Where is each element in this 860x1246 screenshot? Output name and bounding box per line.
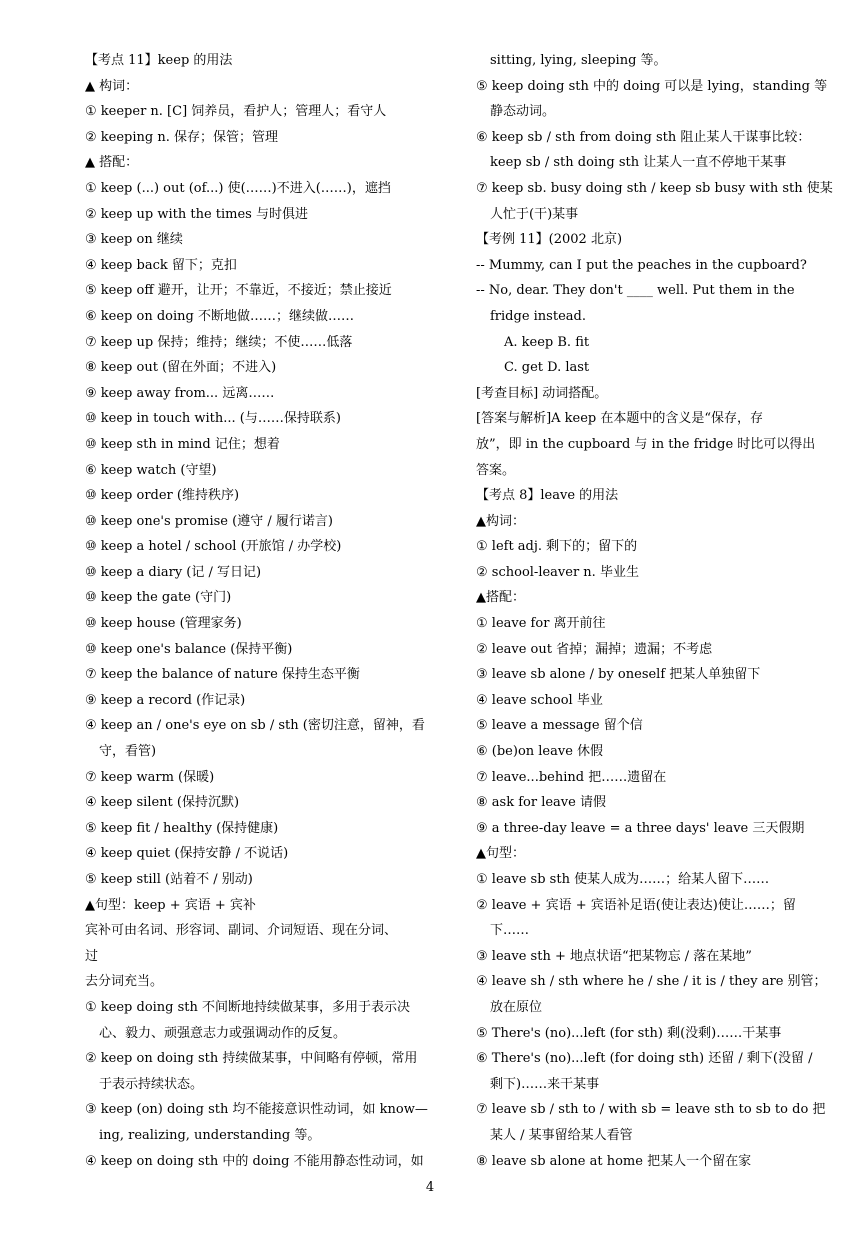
text-line: ③ keep (on) doing sth 均不能接意识性动词，如 know— <box>85 1102 428 1118</box>
text-line: C. get D. last <box>504 360 590 376</box>
text-line: ⑩ keep the gate (守门) <box>85 590 232 606</box>
text-line: ⑥ keep on doing 不断地做……；继续做…… <box>85 308 354 324</box>
text-line: ▲构词： <box>476 513 525 529</box>
text-line: ② keep up with the times 与时俱进 <box>85 206 308 222</box>
text-line: ② leave out 省掉；漏掉；遗漏；不考虑 <box>476 641 713 657</box>
text-line: 心、毅力、顽强意志力或强调动作的反复。 <box>99 1025 347 1041</box>
text-line: 放”，即 in the cupboard 与 in the fridge 时比可以得出 <box>476 436 816 452</box>
text-line: ⑦ leave sb / sth to / with sb = leave sth to sb to do 把 <box>476 1102 826 1118</box>
text-line: ⑤ keep off 避开，让开；不靠近，不接近；禁止接近 <box>85 283 392 299</box>
text-line: ⑧ keep out (留在外面；不进入) <box>85 360 277 376</box>
text-line: ① left adj. 剩下的；留下的 <box>476 539 638 555</box>
left-column <box>85 48 450 1174</box>
text-line: ⑥ There's (no)...left (for doing sth) 还留 / 剩下(没留 / <box>476 1051 813 1067</box>
text-line: 【考例 11】(2002 北京) <box>476 232 623 248</box>
text-line: fridge instead. <box>490 308 586 324</box>
text-line: ⑩ keep a diary (记 / 写日记) <box>85 564 262 580</box>
text-line: 剩下)……来干某事 <box>490 1076 600 1092</box>
text-line: ⑥ keep sb / sth from doing sth 阻止某人干谋事比较： <box>476 129 811 145</box>
text-line: ⑩ keep one's balance (保持平衡) <box>85 641 293 657</box>
text-line: ⑦ keep sb. busy doing sth / keep sb busy with sth 使某 <box>476 180 833 196</box>
text-line: 守，看管) <box>99 744 157 760</box>
text-line: ⑨ keep a record (作记录) <box>85 692 246 708</box>
text-line: ⑧ leave sb alone at home 把某人一个留在家 <box>476 1153 752 1169</box>
text-line: [考查目标] 动词搭配。 <box>476 385 608 401</box>
text-line: ing, realizing, understanding 等。 <box>99 1127 321 1143</box>
text-line: [答案与解析]A keep 在本题中的含义是“保存，存 <box>476 411 764 427</box>
text-line: ③ leave sth + 地点状语“把某物忘 / 落在某地” <box>476 948 752 964</box>
text-line: ▲句型： <box>476 846 525 862</box>
text-line: ④ keep back 留下；克扣 <box>85 257 237 273</box>
text-line: ② keep on doing sth 持续做某事，中间略有停顿，常用 <box>85 1051 418 1067</box>
text-line: ① leave sb sth 使某人成为……；给某人留下…… <box>476 872 770 887</box>
right-column <box>476 48 836 1174</box>
text-line: ⑨ a three-day leave = a three days' leave 三天假期 <box>476 820 805 836</box>
text-line: 答案。 <box>476 462 516 478</box>
text-line: ② school-leaver n. 毕业生 <box>476 564 639 580</box>
text-line: 放在原位 <box>490 999 543 1015</box>
page-number: 4 <box>425 1180 435 1195</box>
text-line: ⑥ (be)on leave 休假 <box>476 744 604 760</box>
text-line: 去分词充当。 <box>85 974 164 990</box>
text-line: 【考点 11】keep 的用法 <box>85 53 233 68</box>
text-line: ⑧ ask for leave 请假 <box>476 795 606 811</box>
text-line: ④ keep quiet (保持安静 / 不说话) <box>85 846 289 862</box>
text-line: ⑤ keep fit / healthy (保持健康) <box>85 820 279 836</box>
text-line: 过 <box>85 948 99 964</box>
text-line: ④ keep on doing sth 中的 doing 不能用静态性动词，如 <box>85 1153 424 1169</box>
text-line: ④ keep silent (保持沉默) <box>85 795 240 811</box>
text-line: ⑩ keep in touch with... (与……保持联系) <box>85 411 341 427</box>
text-line: ⑩ keep house (管理家务) <box>85 616 242 632</box>
text-line: ① leave for 离开前往 <box>476 616 606 632</box>
text-line: ③ leave sb alone / by oneself 把某人单独留下 <box>476 667 761 683</box>
text-line: keep sb / sth doing sth 让某人一直不停地干某事 <box>490 155 787 171</box>
text-line: ⑩ keep sth in mind 记住；想着 <box>85 436 280 452</box>
text-line: ⑦ keep up 保持；维持；继续；不使……低落 <box>85 334 353 350</box>
text-line: 下…… <box>490 923 530 939</box>
text-line: ① keep doing sth 不间断地持续做某事，多用于表示决 <box>85 999 411 1015</box>
text-line: 【考点 8】leave 的用法 <box>476 488 619 504</box>
text-line: ② keeping n. 保存；保管；管理 <box>85 129 278 145</box>
text-line: 静态动词。 <box>490 104 556 120</box>
text-line: ⑤ keep still (站着不 / 别动) <box>85 872 253 887</box>
text-line: ⑦ keep the balance of nature 保持生态平衡 <box>85 667 360 683</box>
text-line: sitting, lying, sleeping 等。 <box>490 53 667 68</box>
text-line: -- No, dear. They don't ____ well. Put them in the <box>476 283 795 299</box>
text-line: ⑦ leave...behind 把……遗留在 <box>476 769 667 785</box>
text-line: 于表示持续状态。 <box>99 1076 204 1092</box>
text-line: ① keep (...) out (of...) 使(……)不进入(……)，遮挡 <box>85 180 391 196</box>
text-line: ⑨ keep away from... 远离…… <box>85 385 275 401</box>
text-line: -- Mummy, can I put the peaches in the cupboard? <box>476 257 807 273</box>
text-line: 宾补可由名词、形容词、副词、介词短语、现在分词、 <box>85 923 398 939</box>
text-line: ④ keep an / one's eye on sb / sth (密切注意，留神，看 <box>85 718 425 734</box>
text-line: A. keep B. fit <box>504 334 590 350</box>
text-line: ③ keep on 继续 <box>85 232 183 248</box>
text-line: ⑤ keep doing sth 中的 doing 可以是 lying，standing 等 <box>476 78 828 94</box>
text-line: 某人 / 某事留给某人看管 <box>490 1127 633 1143</box>
text-line: ⑥ keep watch (守望) <box>85 462 217 478</box>
text-line: ② leave + 宾语 + 宾语补足语(使让表达)使让……；留 <box>476 897 796 913</box>
text-line: ▲搭配： <box>476 590 525 606</box>
text-line: ⑤ leave a message 留个信 <box>476 718 643 734</box>
text-line: ⑦ keep warm (保暖) <box>85 769 215 785</box>
text-line: ⑩ keep a hotel / school (开旅馆 / 办学校) <box>85 539 342 555</box>
text-line: ④ leave school 毕业 <box>476 692 603 708</box>
text-line: ▲ 构词： <box>85 78 139 94</box>
text-line: 人忙于(干)某事 <box>490 206 579 222</box>
text-line: ⑤ There's (no)...left (for sth) 剩(没剩)……干某事 <box>476 1025 782 1041</box>
text-line: ⑩ keep one's promise (遵守 / 履行诺言) <box>85 513 333 529</box>
text-line: ▲ 搭配： <box>85 155 139 171</box>
text-line: ⑩ keep order (维持秩序) <box>85 488 240 504</box>
text-line: ① keeper n. [C] 饲养员，看护人；管理人；看守人 <box>85 104 387 120</box>
text-line: ▲句型：keep + 宾语 + 宾补 <box>85 897 256 913</box>
text-line: ④ leave sh / sth where he / she / it is / they are 别管； <box>476 974 827 990</box>
